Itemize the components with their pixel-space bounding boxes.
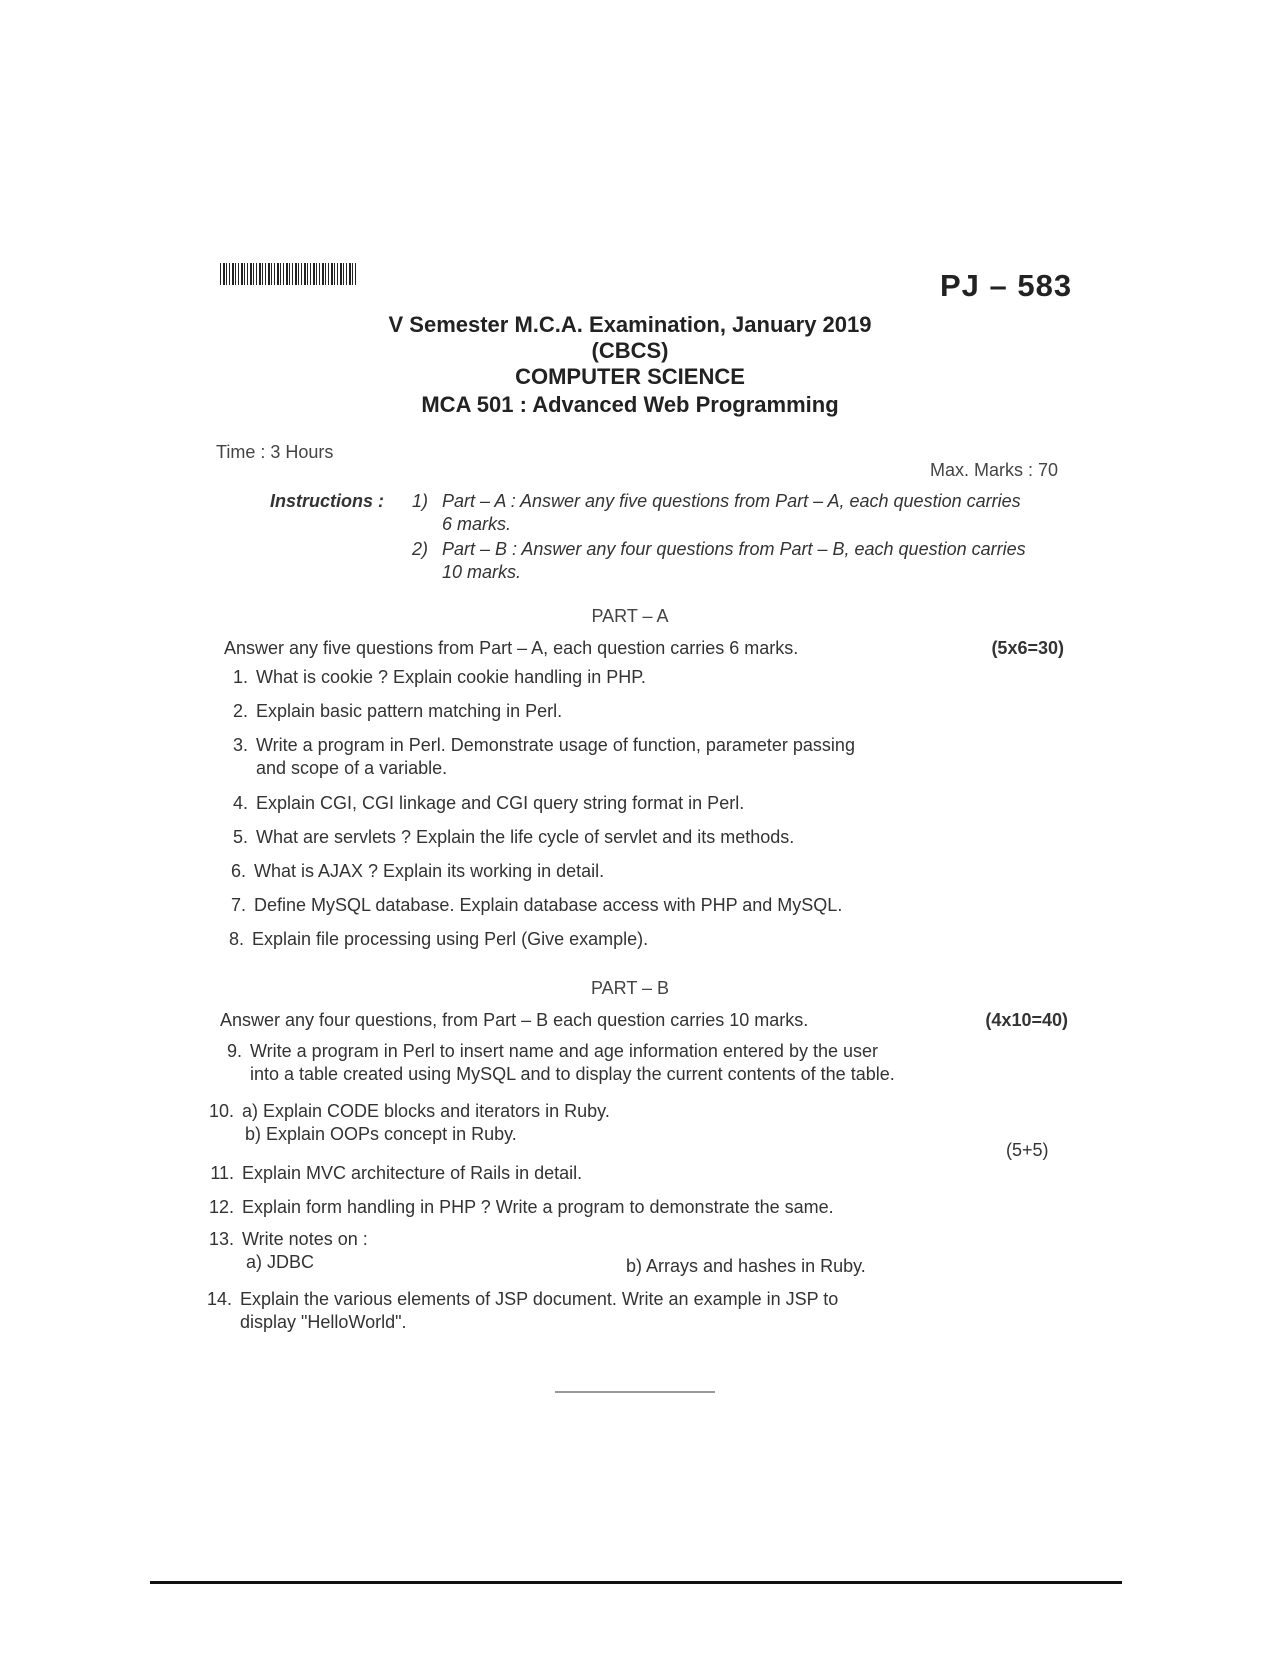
question [216,928,648,951]
question-line: display "HelloWorld". [240,1312,407,1332]
barcode [220,263,356,285]
footer-rule [150,1581,1122,1584]
end-divider [555,1391,715,1393]
question-number: 9. [226,1041,242,1061]
question-number: 5. [232,827,248,847]
question-text [250,1040,895,1086]
paper-code: PJ – 583 [940,268,1073,303]
question [218,894,842,917]
question [206,1228,368,1251]
question-number: 12. [208,1197,234,1217]
question [214,1040,895,1086]
question-marks: (5+5) [1006,1140,1049,1160]
part-b-intro [220,1010,1068,1031]
question [206,1100,610,1146]
question-text [240,1288,838,1334]
instructions-label: Instructions : [270,491,385,511]
question-part: a) Explain CODE blocks and iterators in Ruby. [242,1101,610,1121]
question-text [242,1100,610,1146]
question-line: Write a program in Perl to insert name and age information entered by the user [250,1041,878,1061]
question-text: Explain MVC architecture of Rails in detail. [242,1163,583,1183]
instructions [270,490,1030,584]
question-text: Define MySQL database. Explain database access with PHP and MySQL. [254,895,843,915]
question-number: 14. [206,1289,232,1309]
question [220,700,562,723]
subject-title: COMPUTER SCIENCE [515,364,745,389]
question [220,666,646,689]
question-line: Write a program in Perl. Demonstrate usage of function, parameter passing [256,735,855,755]
part-b-title: PART – B [590,978,670,998]
part-b-marks: (4x10=40) [985,1010,1068,1030]
exam-title: V Semester M.C.A. Examination, January 2019 [388,312,872,337]
question-text: What is AJAX ? Explain its working in detail. [254,861,605,881]
question-number: 2. [232,701,248,721]
question-number: 3. [232,735,248,755]
instruction-text: Part – B : Answer any four questions from Part – B, each question carries 10 marks. [442,539,1026,582]
part-a-intro [224,638,1064,659]
question-text: What is cookie ? Explain cookie handling in PHP. [256,667,646,687]
question [220,734,855,780]
question-text: Explain CGI, CGI linkage and CGI query string format in Perl. [256,793,745,813]
part-a-instruction: Answer any five questions from Part – A, each question carries 6 marks. [224,638,799,658]
question-number: 7. [230,895,246,915]
exam-scheme: (CBCS) [591,338,669,363]
part-b-instruction: Answer any four questions, from Part – B each question carries 10 marks. [220,1010,809,1030]
question [220,826,794,849]
max-marks: Max. Marks : 70 [929,460,1058,480]
question-text: Write notes on : [242,1229,368,1249]
question-text [256,734,855,780]
question-text: What are servlets ? Explain the life cycle of servlet and its methods. [256,827,795,847]
question-number: 10. [208,1101,234,1121]
question-number: 4. [232,793,248,813]
question-line: into a table created using MySQL and to display the current contents of the table. [250,1064,895,1084]
question-number: 13. [208,1229,234,1249]
part-a-marks: (5x6=30) [991,638,1064,658]
question-text: Explain form handling in PHP ? Write a program to demonstrate the same. [242,1197,834,1217]
question-number: 8. [228,929,244,949]
notes-item: b) Arrays and hashes in Ruby. [626,1256,866,1276]
question-text: Explain file processing using Perl (Give example). [252,929,649,949]
question [206,1196,834,1219]
question [204,1288,838,1334]
notes-item: a) JDBC [246,1252,315,1272]
question-line: and scope of a variable. [256,758,448,778]
question-part: b) Explain OOPs concept in Ruby. [245,1124,517,1144]
instruction-number: 2) [412,539,429,559]
part-a-title: PART – A [591,606,669,626]
exam-time: Time : 3 Hours [216,442,334,462]
question [220,792,744,815]
instruction-number: 1) [412,491,429,511]
instruction-text: Part – A : Answer any five questions from Part – A, each question carries 6 marks. [442,491,1021,534]
question-number: 6. [230,861,246,881]
course-title: MCA 501 : Advanced Web Programming [421,392,839,417]
question [206,1162,582,1185]
question-number: 1. [232,667,248,687]
question-line: Explain the various elements of JSP document. Write an example in JSP to [240,1289,839,1309]
question-text: Explain basic pattern matching in Perl. [256,701,563,721]
question [218,860,604,883]
question-number: 11. [210,1163,234,1183]
